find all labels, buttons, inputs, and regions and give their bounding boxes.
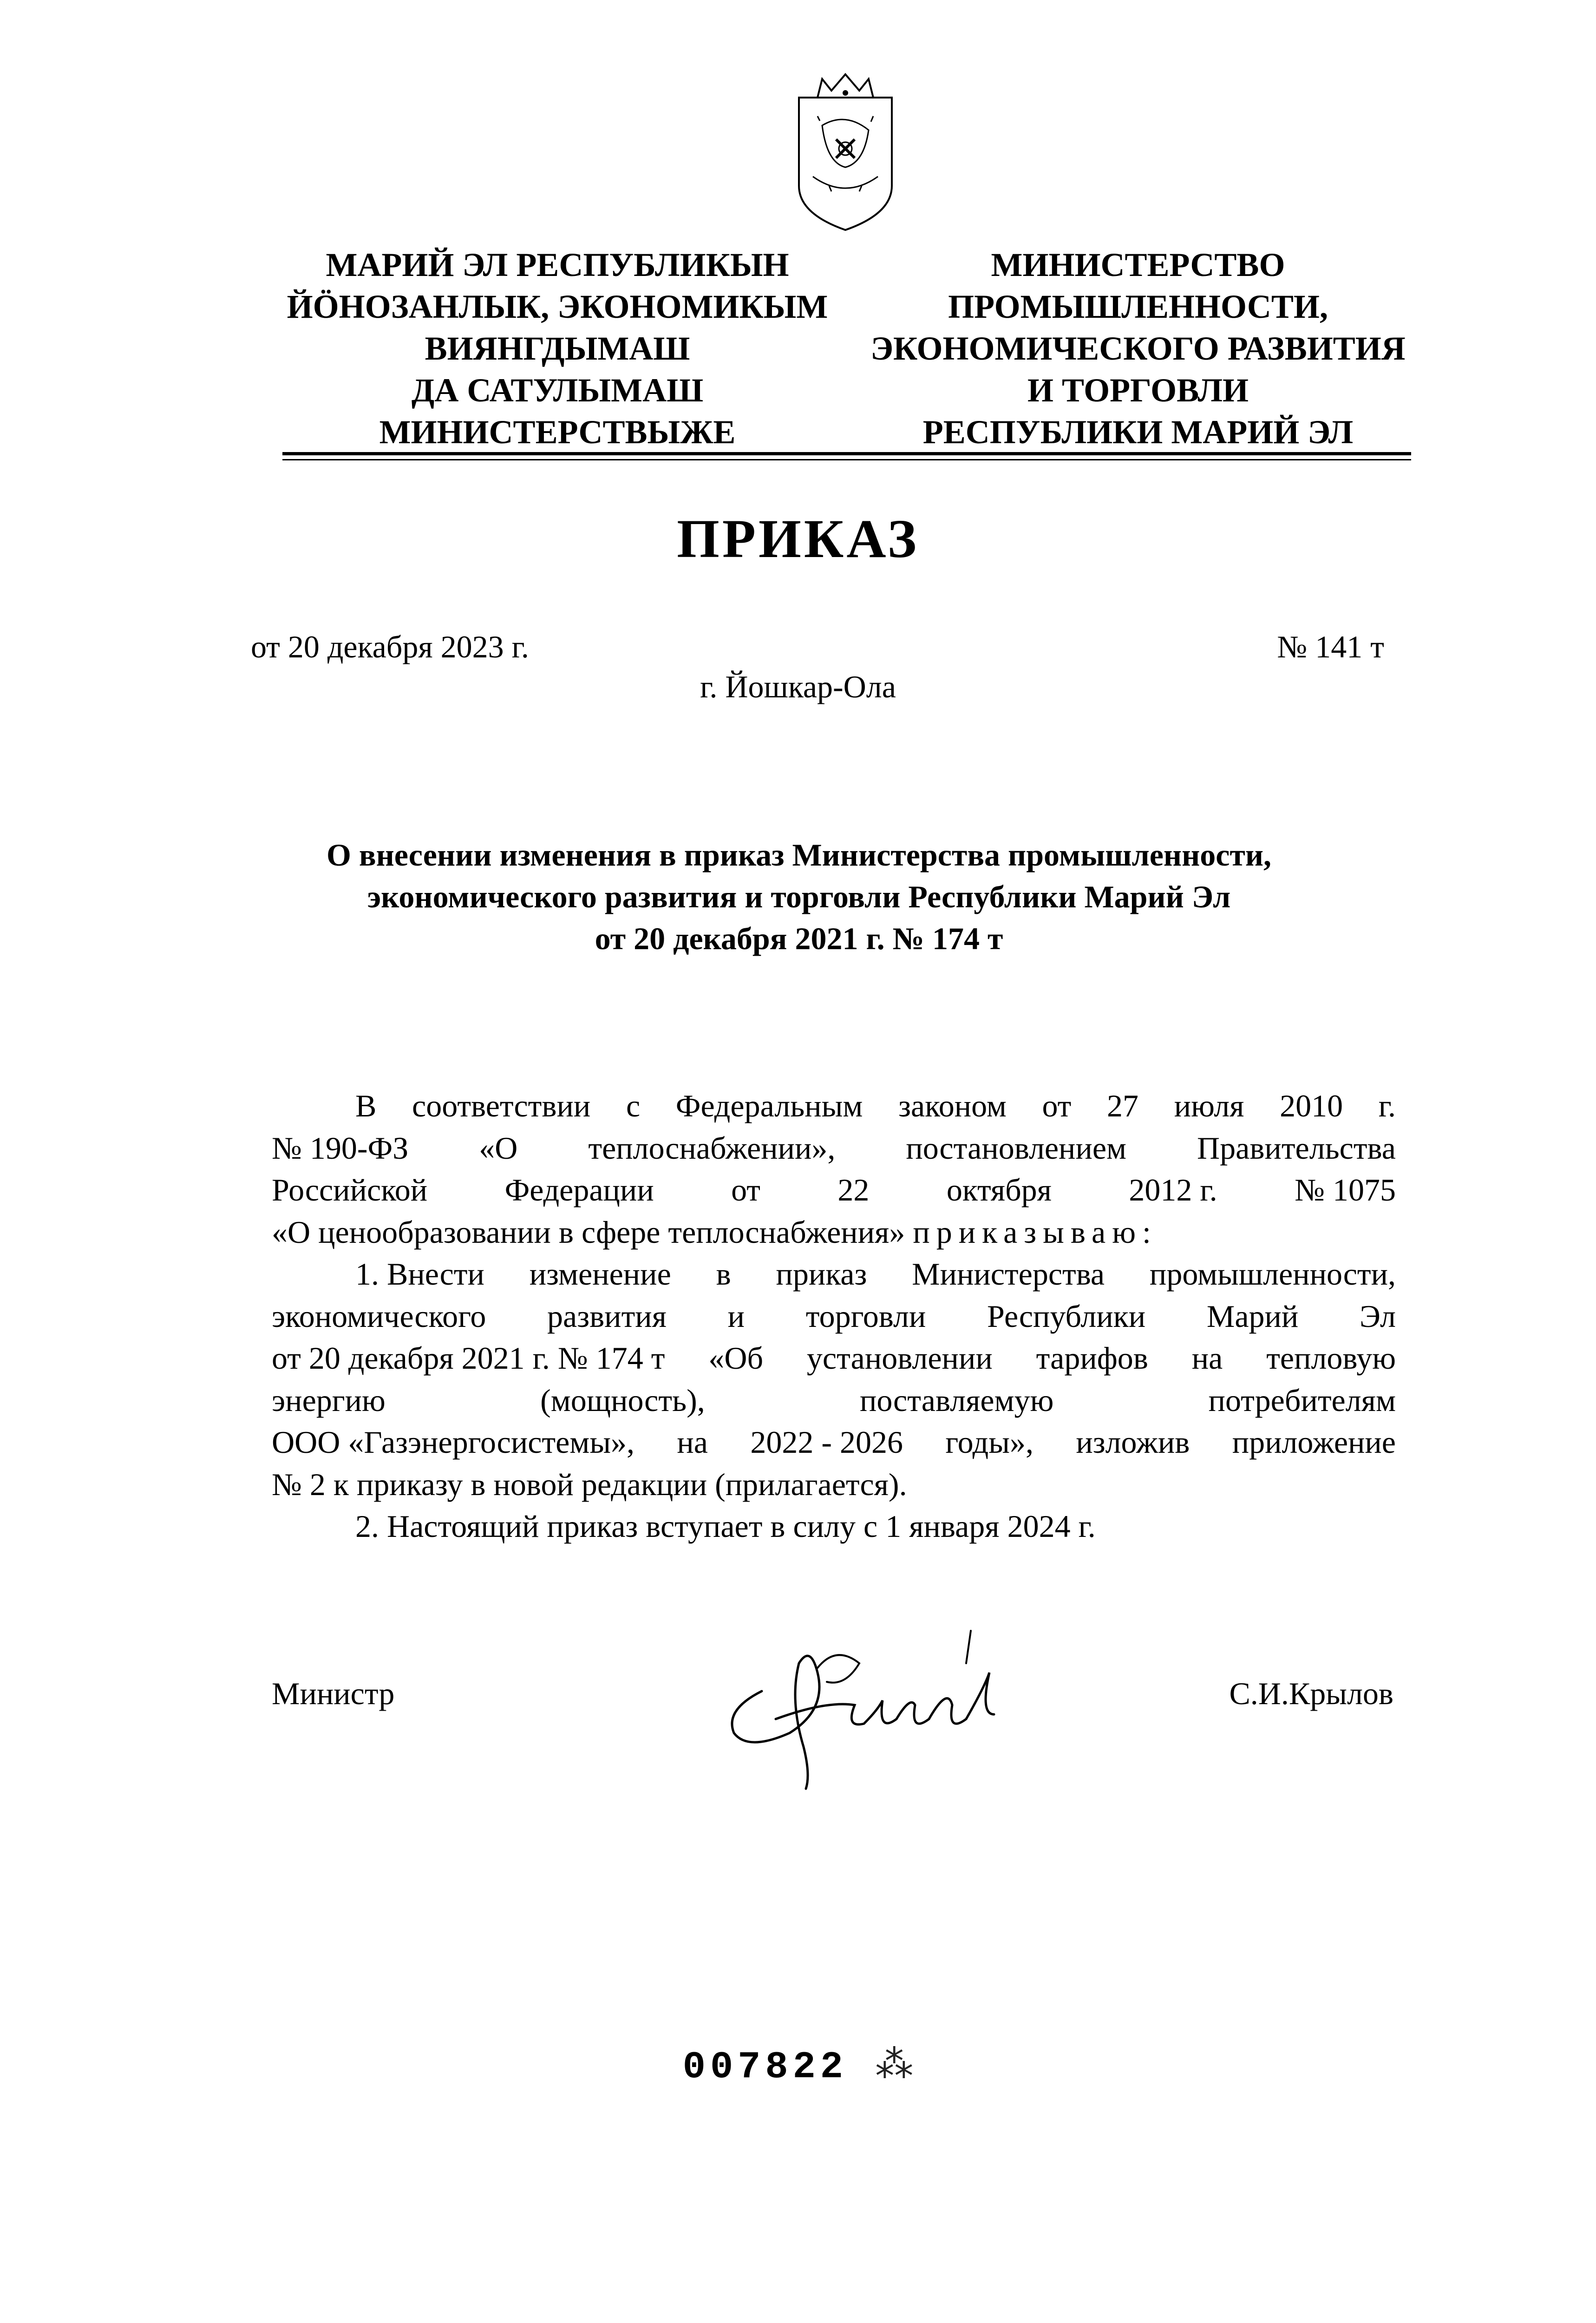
header-left-line: ЙÖНОЗАНЛЫК, ЭКОНОМИКЫМ (287, 288, 828, 325)
word: и (727, 1298, 745, 1334)
body-line-10: № 2 к приказу в новой редакции (прилагается). (272, 1466, 907, 1502)
word: промышленности, (1149, 1256, 1396, 1292)
header-mari-block (260, 244, 855, 453)
word: торговли (805, 1298, 926, 1334)
header-divider-thick (282, 452, 1411, 455)
body-line-6 (272, 1295, 1396, 1338)
document-city: г. Йошкар-Ола (700, 669, 896, 704)
order-word: приказываю: (913, 1214, 1158, 1250)
body-line-3 (272, 1169, 1396, 1211)
serial-number (0, 2044, 1596, 2091)
document-number: № 141 т (1277, 629, 1384, 664)
body-line-1 (272, 1085, 1396, 1127)
word: приложение (1232, 1424, 1396, 1460)
word: годы», (945, 1424, 1033, 1460)
header-right-line: И ТОРГОВЛИ (1027, 372, 1249, 409)
body-line-9 (272, 1421, 1396, 1463)
word: 2012 г. (1129, 1172, 1217, 1207)
word: потребителям (1208, 1382, 1396, 1418)
header-right-line: ЭКОНОМИЧЕСКОГО РАЗВИТИЯ (870, 330, 1406, 367)
word: Российской (272, 1172, 428, 1207)
body-text: «О ценообразовании в сфере теплоснабжения» (272, 1214, 905, 1250)
word: 2010 (1280, 1088, 1343, 1123)
word: в (716, 1256, 731, 1292)
word: Эл (1360, 1298, 1396, 1334)
word: № 190-ФЗ (272, 1130, 409, 1166)
body-line-8 (272, 1379, 1396, 1422)
word: законом (898, 1088, 1007, 1123)
word: ООО «Газэнергосистемы», (272, 1424, 635, 1460)
word: теплоснабжении», (588, 1130, 836, 1166)
header-right-line: МИНИСТЕРСТВО (991, 246, 1285, 283)
word: изложив (1076, 1424, 1190, 1460)
header-russian-block (850, 244, 1426, 453)
word: Правительства (1197, 1130, 1396, 1166)
signatory-name: С.И.Крылов (1229, 1676, 1393, 1711)
word: Министерства (912, 1256, 1105, 1292)
serial-digits: 007822 (682, 2046, 848, 2089)
header-right-line: ПРОМЫШЛЕННОСТИ, (948, 288, 1328, 325)
header-right-line: РЕСПУБЛИКИ МАРИЙ ЭЛ (922, 413, 1354, 451)
word: октября (946, 1172, 1052, 1207)
header-left-line: МАРИЙ ЭЛ РЕСПУБЛИКЫН (326, 246, 789, 283)
word: развития (547, 1298, 667, 1334)
document-title: ПРИКАЗ (677, 508, 919, 569)
word: приказ (776, 1256, 867, 1292)
word: от (1042, 1088, 1072, 1123)
subject-line: экономического развития и торговли Республики Марий Эл (367, 879, 1231, 914)
word: 22 (837, 1172, 870, 1207)
word: тепловую (1266, 1340, 1396, 1376)
word: энергию (272, 1382, 386, 1418)
document-subject (232, 834, 1366, 959)
body-line-11: 2. Настоящий приказ вступает в силу с 1 января 2024 г. (355, 1509, 1096, 1544)
word: В (355, 1088, 377, 1123)
word: 1. Внести (355, 1256, 484, 1292)
word: Марий (1206, 1298, 1299, 1334)
body-line-2 (272, 1127, 1396, 1169)
word: 2022 - 2026 (750, 1424, 903, 1460)
word: «Об (708, 1340, 764, 1376)
word: экономического (272, 1298, 486, 1334)
word: Федерации (504, 1172, 654, 1207)
word: поставляемую (859, 1382, 1054, 1418)
word: изменение (529, 1256, 671, 1292)
word: 27 (1107, 1088, 1139, 1123)
word: от (731, 1172, 760, 1207)
serial-mark: ⁂ (875, 2046, 914, 2089)
header-left-line: МИНИСТЕРСТВЫЖЕ (379, 413, 736, 451)
body-line-7 (272, 1337, 1396, 1379)
word: соответствии (412, 1088, 591, 1123)
body-line-5 (272, 1253, 1396, 1295)
word: Республики (987, 1298, 1146, 1334)
word: постановлением (906, 1130, 1127, 1166)
subject-line: О внесении изменения в приказ Министерства промышленности, (326, 837, 1272, 873)
signatory-position: Министр (272, 1676, 395, 1711)
coat-of-arms-emblem (785, 70, 906, 237)
word: Федеральным (675, 1088, 863, 1123)
word: г. (1378, 1088, 1396, 1123)
word: на (677, 1424, 708, 1460)
word: от 20 декабря 2021 г. № 174 т (272, 1340, 665, 1376)
word: «О (479, 1130, 518, 1166)
handwritten-signature (706, 1594, 1031, 1793)
word: июля (1174, 1088, 1244, 1123)
body-line-4 (272, 1211, 1396, 1253)
word: на (1191, 1340, 1223, 1376)
word: с (626, 1088, 641, 1123)
header-left-line: ВИЯНГДЫМАШ (425, 330, 690, 367)
header-divider-thin (282, 459, 1411, 460)
word: установлении (806, 1340, 993, 1376)
subject-line: от 20 декабря 2021 г. № 174 т (595, 921, 1003, 956)
header-left-line: ДА САТУЛЫМАШ (411, 372, 704, 409)
word: тарифов (1036, 1340, 1148, 1376)
word: (мощность), (540, 1382, 705, 1418)
word: № 1075 (1295, 1172, 1396, 1207)
document-date: от 20 декабря 2023 г. (251, 629, 529, 664)
document-body (272, 1085, 1396, 1548)
